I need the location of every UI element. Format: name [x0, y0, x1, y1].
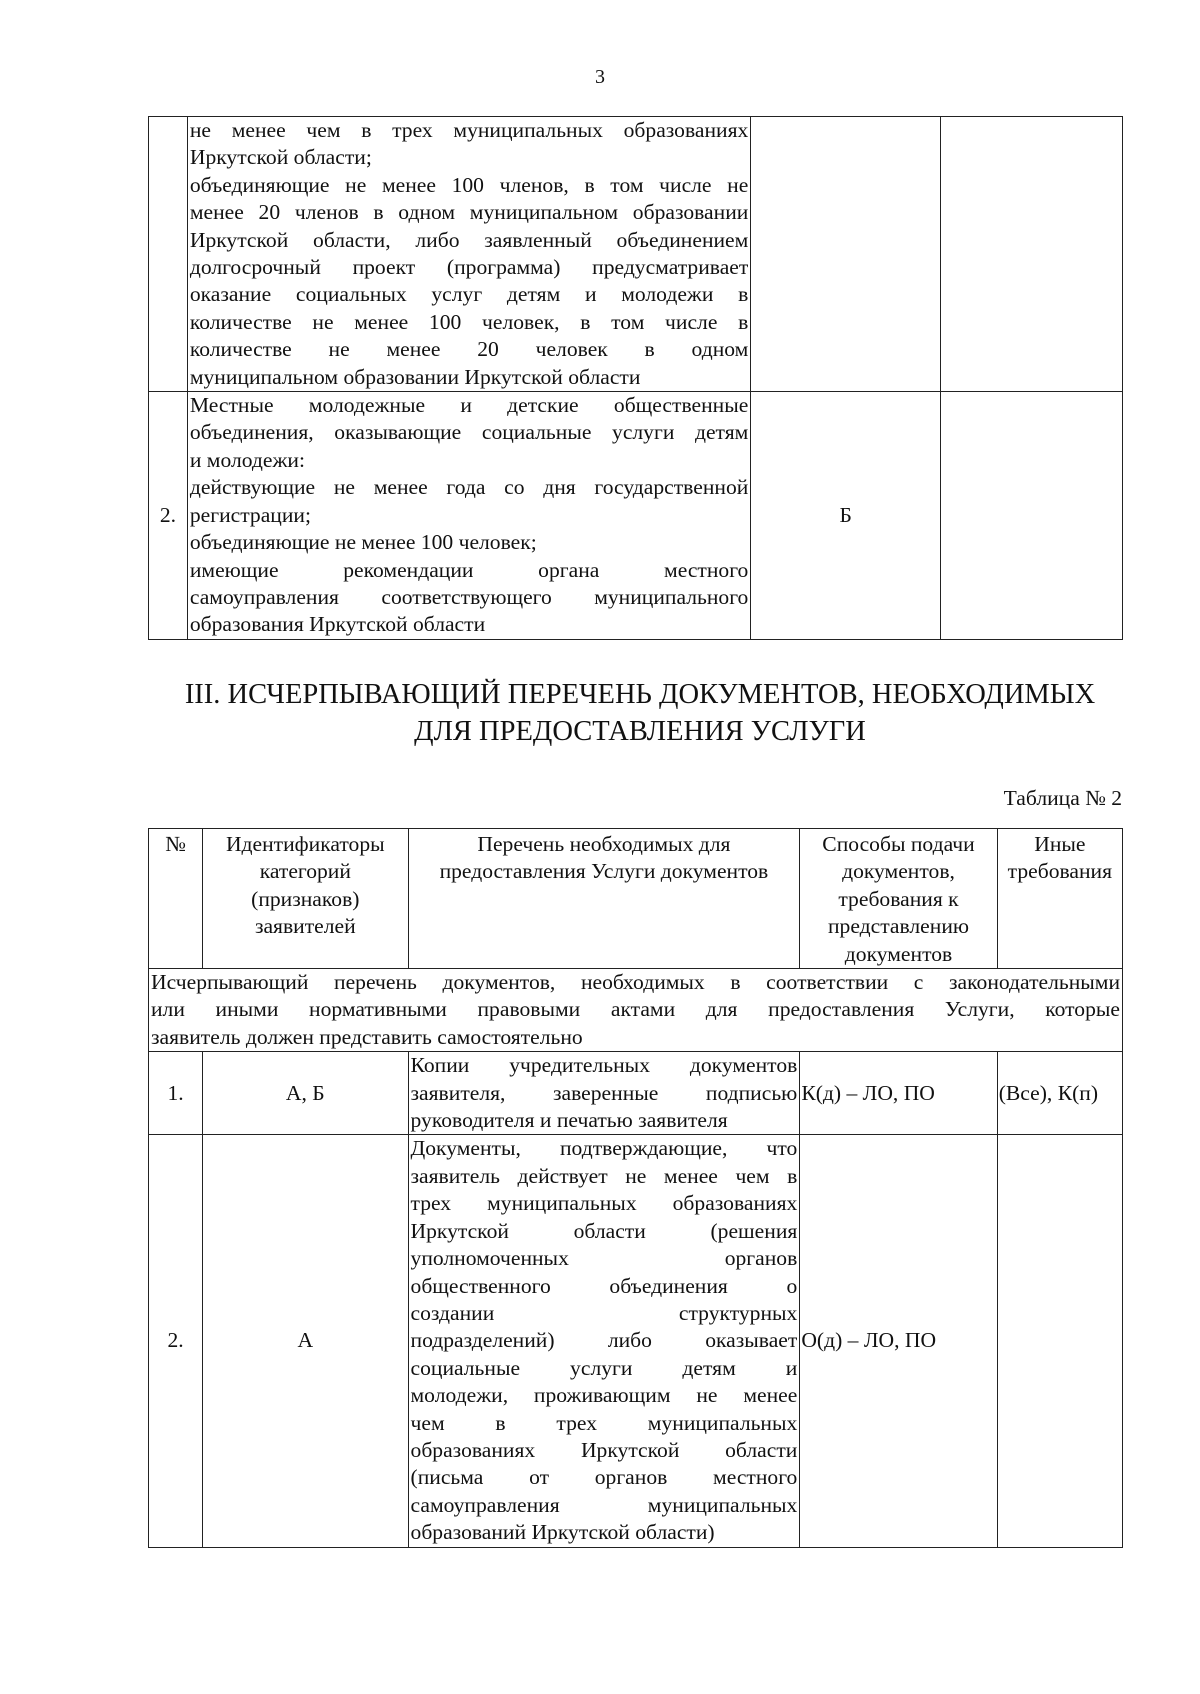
- header-methods: Способы подачи документов, требования к представлению документов: [800, 829, 997, 969]
- row-methods: К(д) – ЛО, ПО: [800, 1052, 997, 1135]
- text-line: заявителя, заверенные подписью: [410, 1080, 798, 1105]
- text-line: оказание социальных услуг детям и молодежи в: [189, 282, 749, 307]
- extra-cell: [941, 117, 1123, 392]
- table-documents: [148, 828, 1123, 1548]
- text-line: уполномоченных органов: [410, 1246, 798, 1271]
- table-categories-continued: [148, 116, 1123, 640]
- text-line: объединяющие не менее 100 человек;: [189, 530, 537, 555]
- text-line: Местные молодежные и детские общественные: [189, 393, 749, 418]
- table-header-row: [149, 829, 1123, 969]
- text-line: (письма от органов местного: [410, 1465, 798, 1490]
- text-line: молодежи, проживающим не менее: [410, 1383, 798, 1408]
- text-line: или иными нормативными правовыми актами для предоставления Услуги, которые: [151, 997, 1120, 1022]
- category-code: Б: [751, 392, 941, 640]
- text-line: не менее чем в трех муниципальных образованиях: [189, 118, 749, 142]
- text-line: Иркутской области, либо заявленный объединением: [189, 227, 749, 252]
- category-description: [187, 392, 750, 640]
- row-number: 1.: [149, 1052, 203, 1135]
- row-methods: О(д) – ЛО, ПО: [800, 1135, 997, 1547]
- text-line: образований Иркутской области): [410, 1520, 715, 1545]
- text-line: создании структурных: [410, 1300, 798, 1325]
- text-line: Иркутской области (решения: [410, 1218, 798, 1243]
- text-line: заявитель действует не менее чем в: [410, 1163, 798, 1188]
- row-number: 2.: [149, 392, 188, 640]
- extra-cell: [941, 392, 1123, 640]
- text-line: социальные услуги детям и: [410, 1355, 798, 1380]
- table-row: [149, 1135, 1123, 1547]
- category-code-cell: [751, 117, 941, 392]
- text-line: чем в трех муниципальных: [410, 1410, 798, 1435]
- row-identifiers: А: [203, 1135, 408, 1547]
- row-documents: [408, 1052, 800, 1135]
- text-line: регистрации;: [189, 502, 311, 527]
- text-line: заявитель должен представить самостоятельно: [151, 1024, 583, 1049]
- text-line: объединения, оказывающие социальные услуги детям: [189, 420, 749, 445]
- row-other: [997, 1135, 1122, 1547]
- category-description: [187, 117, 750, 392]
- heading-line: III. ИСЧЕРПЫВАЮЩИЙ ПЕРЕЧЕНЬ ДОКУМЕНТОВ, НЕОБХОДИМЫХ: [184, 679, 1096, 710]
- text-line: образования Иркутской области: [189, 612, 486, 637]
- header-identifiers: Идентификаторы категорий (признаков) заявителей: [203, 829, 408, 969]
- text-line: имеющие рекомендации органа местного: [189, 557, 749, 582]
- text-line: Исчерпывающий перечень документов, необходимых в соответствии с законодательными: [151, 970, 1120, 995]
- table-span-row: [149, 969, 1123, 1052]
- text-line: подразделений) либо оказывает: [410, 1328, 798, 1353]
- text-line: самоуправления муниципальных: [410, 1492, 798, 1517]
- table-row: [149, 1052, 1123, 1135]
- table-row: [149, 392, 1123, 640]
- row-identifiers: А, Б: [203, 1052, 408, 1135]
- heading-line: ДЛЯ ПРЕДОСТАВЛЕНИЯ УСЛУГИ: [414, 716, 866, 747]
- text-line: действующие не менее года со дня государственной: [189, 475, 749, 500]
- text-line: количестве не менее 20 человек в одном: [189, 337, 749, 362]
- row-number-cell: [149, 117, 188, 392]
- table-label: Таблица № 2: [1003, 786, 1122, 810]
- text-line: объединяющие не менее 100 членов, в том числе не: [189, 172, 749, 197]
- table-row: [149, 117, 1123, 392]
- text-line: самоуправления соответствующего муниципального: [189, 584, 749, 609]
- text-line: муниципальном образовании Иркутской области: [189, 364, 641, 389]
- span-note: [149, 969, 1123, 1052]
- row-number: 2.: [149, 1135, 203, 1547]
- header-other: Иные требования: [997, 829, 1122, 969]
- header-documents: Перечень необходимых для предоставления Услуги документов: [408, 829, 800, 969]
- text-line: руководителя и печатью заявителя: [410, 1108, 728, 1133]
- section-heading: [160, 676, 1120, 750]
- text-line: Иркутской области;: [189, 145, 372, 170]
- header-num: №: [149, 829, 203, 969]
- row-documents: [408, 1135, 800, 1547]
- text-line: долгосрочный проект (программа) предусматривает: [189, 255, 749, 280]
- text-line: общественного объединения о: [410, 1273, 798, 1298]
- text-line: Документы, подтверждающие, что: [410, 1136, 798, 1161]
- text-line: трех муниципальных образованиях: [410, 1191, 798, 1216]
- page-number: 3: [595, 66, 605, 88]
- text-line: менее 20 членов в одном муниципальном образовании: [189, 200, 749, 225]
- text-line: образованиях Иркутской области: [410, 1437, 798, 1462]
- text-line: количестве не менее 100 человек, в том числе в: [189, 309, 749, 334]
- text-line: Копии учредительных документов: [410, 1053, 798, 1078]
- text-line: и молодежи:: [189, 447, 305, 472]
- row-other: (Все), К(п): [997, 1052, 1122, 1135]
